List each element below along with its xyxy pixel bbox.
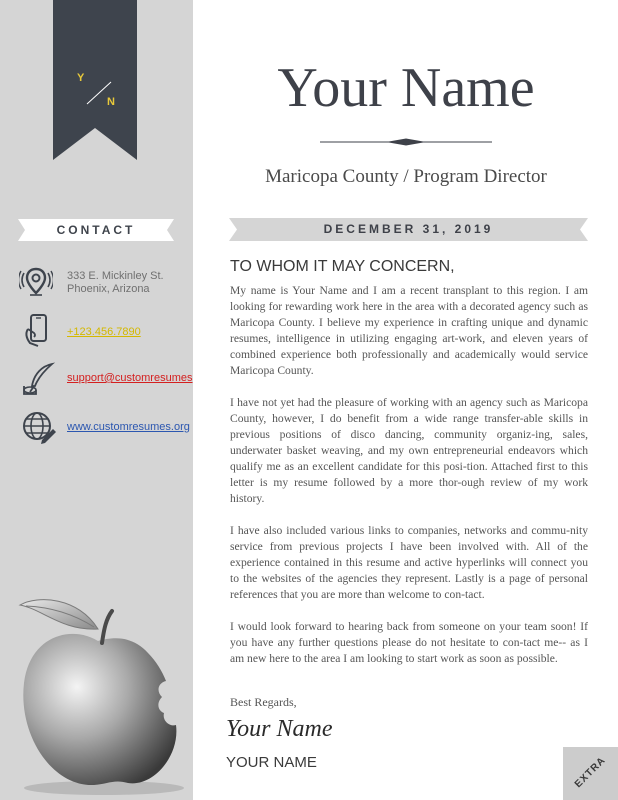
address-line-2: Phoenix, Arizona — [67, 283, 150, 295]
phone-link[interactable]: +123.456.7890 — [67, 326, 141, 338]
globe-icon — [22, 410, 56, 444]
monogram-ribbon — [53, 0, 137, 160]
quill-icon — [22, 362, 56, 396]
location-icon — [19, 265, 53, 299]
contact-heading: CONTACT — [56, 223, 136, 237]
address-line-1: 333 E. Mickinley St. — [67, 270, 164, 282]
sidebar — [0, 0, 193, 800]
title-divider — [320, 137, 492, 147]
subtitle: Maricopa County / Program Director — [265, 166, 547, 187]
letter-paragraph: I would look forward to hearing back from someone on your team soon! If you have any further questions please do not hesitate to con-tact me-- as I am new here to the area I am looking to start work as soon as possible. — [230, 620, 588, 665]
letter-date: DECEMBER 31, 2019 — [323, 222, 494, 236]
signature: Your Name — [226, 716, 333, 742]
address — [67, 270, 164, 296]
letter-paragraph: I have not yet had the pleasure of working with an agency such as Maricopa County, however, I do benefit from a wide range transfer-able skills in previous positions of disco dancing, community organiz-ing, sales, underwater basket weaving, and my own entrepreneurial endeavors which qualify me as an excellent candidate for this posi-tion. Attached first to this letter is my resume followed by a more thor-ough review of my work history. — [230, 396, 588, 505]
date-band — [229, 218, 588, 241]
extra-badge-label: EXTRA — [572, 754, 609, 791]
phone-icon — [22, 313, 56, 347]
contact-heading-band — [18, 219, 174, 241]
letter-paragraph: I have also included various links to companies, networks and commu-nity service from previous projects I have been involved with. All of the experience contained in this resume and active hyperlinks will connect you to the websites of the agencies they represent. Lastly is a page of personal references that you are more than welcome to con-tact. — [230, 524, 588, 601]
salutation: TO WHOM IT MAY CONCERN, — [230, 258, 455, 275]
closing: Best Regards, — [230, 695, 297, 709]
apple-illustration — [12, 595, 188, 795]
letter-paragraph: My name is Your Name and I am a recent transplant to this region. I am looking for rewarding work here in the area with a decorated agency such as Maricopa County. I believe my experience in crafting unique and dynamic resumes, intelligence in utilizing engaging art-work, and eleven years of combined experience both professionally and academically would service Maricopa County. — [230, 284, 588, 377]
website-link[interactable]: www.customresumes.org — [67, 421, 190, 433]
printed-name: YOUR NAME — [226, 754, 317, 771]
page-title: Your Name — [277, 57, 535, 119]
extra-badge — [563, 747, 618, 800]
monogram-first-initial: Y — [77, 72, 85, 84]
letter-body — [230, 283, 588, 683]
monogram-last-initial: N — [107, 96, 115, 108]
email-link[interactable]: support@customresumes — [67, 372, 193, 384]
